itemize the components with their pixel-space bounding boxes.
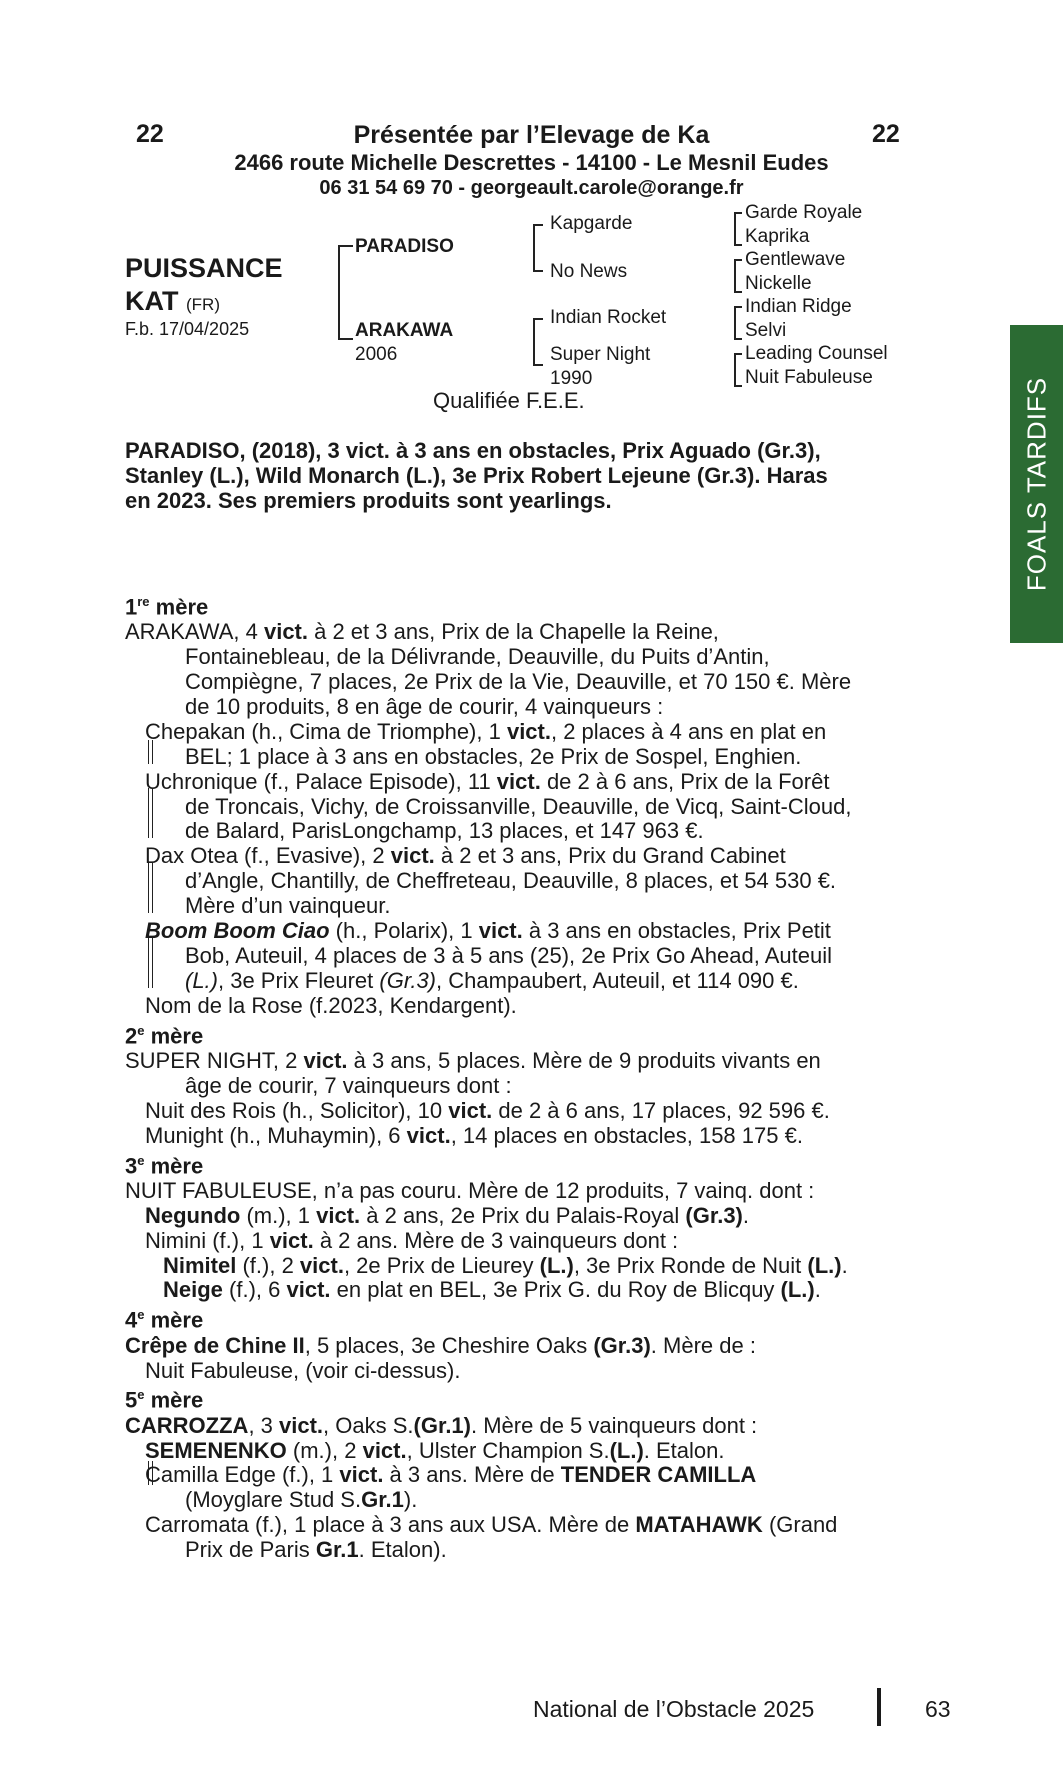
text: à 3 ans, 5 places. Mère de 9 produits vivants en [347, 1047, 821, 1073]
heading-num: 4 [125, 1307, 138, 1333]
pedigree-dam-sire: Indian Rocket [550, 307, 667, 328]
footer-publication: National de l’Obstacle 2025 [533, 1696, 815, 1722]
dam-entry-cont: de 10 produits, 8 en âge de courir, 4 vainqueurs : [185, 693, 664, 719]
text: vict. [286, 1277, 331, 1303]
pedigree-bracket-3d-top [734, 353, 742, 355]
text: Gr.1 [315, 1537, 359, 1563]
text: vict. [263, 619, 308, 645]
text: Gr.1 [361, 1487, 404, 1513]
sire-intro [125, 439, 915, 514]
text: . Etalon. [643, 1437, 725, 1463]
text: , Champaubert, Auteuil, et 114 090 €. [436, 967, 799, 993]
presenter: Présentée par l’Elevage de Ka [353, 121, 710, 149]
heading-fifth-dam [125, 1383, 915, 1413]
text: (Gr.3) [685, 1202, 743, 1228]
pedigree-bracket-2a [533, 224, 535, 270]
grand-produce-entry [125, 1254, 915, 1279]
dam-entry-cont: Fontainebleau, de la Délivrande, Deauville, du Puits d’Antin, [185, 644, 770, 670]
produce-entry-cont: de Balard, ParisLongchamp, 13 places, et 147 963 €. [185, 818, 704, 844]
text: à 3 ans en obstacles, Prix Petit [522, 918, 831, 944]
horse-name-line2: KAT [125, 286, 179, 316]
produce-entry: Nuit Fabuleuse, (voir ci-dessus). [145, 1357, 461, 1383]
heading-num: 1 [125, 594, 138, 620]
text: vict. [339, 1462, 384, 1488]
text: vict. [303, 1047, 348, 1073]
text: . Mère de 5 vainqueurs dont : [471, 1412, 758, 1438]
text: SEMENENKO [145, 1437, 287, 1463]
text: vict. [362, 1437, 407, 1463]
produce-entry [125, 844, 915, 869]
heading-first-dam [125, 590, 915, 620]
pedigree-dam-dam-year: 1990 [550, 368, 593, 389]
text: (Gr.3) [593, 1332, 651, 1358]
heading-word: mère [144, 1152, 204, 1178]
text: vict. [316, 1202, 361, 1228]
heading-word: mère [144, 1387, 204, 1413]
pedigree-bracket-3c-top [734, 306, 742, 308]
text: (f.), 6 [222, 1277, 287, 1303]
text: vict. [279, 1412, 324, 1438]
pedigree-bracket-2a-top [533, 224, 543, 226]
horse-origin: (FR) [186, 295, 220, 314]
text: Nimitel [163, 1252, 237, 1278]
dam-entry: NUIT FABULEUSE, n’a pas couru. Mère de 12 produits, 7 vainq. dont : [125, 1177, 815, 1203]
text: vict. [299, 1252, 344, 1278]
side-tab-label: FOALS TARDIFS [1021, 376, 1051, 592]
text: MATAHAWK [635, 1512, 763, 1538]
heading-sup: e [137, 1152, 145, 1168]
text: à 2 ans, 2e Prix du Palais-Royal [360, 1202, 686, 1228]
heading-num: 2 [125, 1023, 138, 1049]
text: (f.), 2 [236, 1252, 300, 1278]
text: . [742, 1202, 750, 1228]
pedigree-bracket-3b-bottom [734, 291, 742, 293]
dam-entry-cont: Compiègne, 7 places, 2e Prix de la Vie, Deauville, et 70 150 €. Mère [185, 669, 852, 695]
heading-sup: e [137, 1022, 145, 1038]
heading-word: mère [144, 1023, 204, 1049]
text: Carromata (f.), 1 place à 3 ans aux USA. Mère de [145, 1512, 636, 1538]
pedigree-bracket-3c [734, 306, 736, 338]
text: vict. [406, 1122, 451, 1148]
pedigree-g7: Leading Counsel [745, 343, 888, 364]
text: de 2 à 6 ans, 17 places, 92 596 €. [492, 1097, 830, 1123]
horse-name-line1: PUISSANCE [125, 253, 283, 283]
text: vict. [448, 1097, 493, 1123]
text: , Oaks S. [323, 1412, 414, 1438]
text: . [814, 1277, 821, 1303]
text: (L.) [807, 1252, 842, 1278]
sire-intro-line: en 2023. Ses premiers produits sont yearlings. [125, 487, 612, 513]
heading-fourth-dam [125, 1303, 915, 1333]
pedigree-bracket-1-bottom [338, 338, 353, 340]
text: à 2 ans. Mère de 3 vainqueurs dont : [313, 1227, 679, 1253]
text: à 3 ans. Mère de [383, 1462, 561, 1488]
contact: 06 31 54 69 70 - georgeault.carole@orange.fr [319, 177, 744, 199]
text: , 2e Prix de Lieurey [343, 1252, 540, 1278]
pedigree-bracket-2b-bottom [533, 364, 543, 366]
text: Dax Otea (f., Evasive), 2 [145, 843, 391, 869]
text: (L.) [539, 1252, 574, 1278]
section-side-tab [1010, 325, 1063, 643]
produce-entry-cont: Mère d’un vainqueur. [185, 893, 391, 919]
text: à 2 et 3 ans, Prix du Grand Cabinet [434, 843, 786, 869]
produce-entry-cont: d’Angle, Chantilly, de Cheffreteau, Deauville, 8 places, et 54 530 €. [185, 868, 837, 894]
text: (L.) [780, 1277, 815, 1303]
text: (Moyglare Stud S. [185, 1487, 362, 1513]
heading-sup: e [137, 1387, 145, 1403]
produce-entry-cont [125, 1488, 915, 1513]
text: Prix de Paris [185, 1537, 316, 1563]
produce-entry [125, 1204, 915, 1229]
text: , 3e Prix Ronde de Nuit [573, 1252, 808, 1278]
text: (Gr.3) [379, 967, 437, 993]
heading-third-dam [125, 1149, 915, 1179]
text: Negundo [145, 1202, 241, 1228]
produce-entry [125, 770, 915, 795]
produce-entry [125, 1513, 915, 1538]
text: Neige [163, 1277, 223, 1303]
text: en plat en BEL, 3e Prix G. du Roy de Blicquy [330, 1277, 781, 1303]
text: TENDER CAMILLA [560, 1462, 757, 1488]
text: à 2 et 3 ans, Prix de la Chapelle la Reine, [308, 619, 719, 645]
dam-entry [125, 620, 915, 645]
pedigree-bracket-3b [734, 259, 736, 291]
grand-produce-entry [125, 1278, 915, 1303]
dam-entry-cont: âge de courir, 7 vainqueurs dont : [185, 1072, 512, 1098]
text: ). [403, 1487, 418, 1513]
horse-details: F.b. 17/04/2025 [125, 319, 250, 339]
text: (Grand [762, 1512, 838, 1538]
text: , 5 places, 3e Cheshire Oaks [304, 1332, 594, 1358]
pedigree-g1: Garde Royale [745, 202, 863, 223]
text: , 3 [248, 1412, 280, 1438]
produce-entry [125, 919, 915, 944]
produce-entry-cont [125, 969, 915, 994]
address: 2466 route Michelle Descrettes - 14100 - Le Mesnil Eudes [234, 150, 829, 175]
text: vict. [496, 768, 541, 794]
pedigree-bracket-2b-top [533, 318, 543, 320]
dam-entry [125, 1414, 915, 1439]
pedigree-bracket-3d-bottom [734, 385, 742, 387]
text: vict. [269, 1227, 314, 1253]
pedigree-dam-dam: Super Night [550, 344, 651, 365]
heading-sup: re [137, 594, 150, 609]
text: Crêpe de Chine II [125, 1332, 305, 1358]
pedigree-bracket-1-top [338, 245, 353, 247]
text: vict. [506, 718, 551, 744]
pedigree-g3: Gentlewave [745, 249, 846, 270]
heading-sup: e [137, 1307, 145, 1323]
produce-entry-cont: de Troncais, Vichy, de Croissanville, Deauville, de Vicq, Saint-Cloud, [185, 793, 852, 819]
text: Boom Boom Ciao [145, 918, 330, 944]
pedigree-bracket-1 [338, 245, 340, 338]
lot-number-right: 22 [872, 120, 900, 148]
text: . [841, 1252, 848, 1278]
sire-intro-line: Stanley (L.), Wild Monarch (L.), 3e Prix Robert Lejeune (Gr.3). Haras [125, 462, 828, 488]
sire-intro-line: PARADISO, (2018), 3 vict. à 3 ans en obstacles, Prix Aguado (Gr.3), [125, 438, 821, 463]
pedigree-bracket-3d [734, 353, 736, 385]
pedigree-bracket-3a-bottom [734, 244, 742, 246]
text: . Mère de : [650, 1332, 756, 1358]
horse-name-line2-wrap [125, 286, 220, 317]
text: vict. [478, 918, 523, 944]
text: (m.), 2 [286, 1437, 363, 1463]
pedigree-bracket-3a [734, 212, 736, 244]
dam-entry [125, 1049, 915, 1074]
produce-entry-cont: BEL; 1 place à 3 ans en obstacles, 2e Prix de Sospel, Enghien. [185, 743, 802, 769]
produce-entry-cont: Bob, Auteuil, 4 places de 3 à 5 ans (25), 2e Prix Go Ahead, Auteuil [185, 943, 832, 969]
pedigree-sire-dam: No News [550, 261, 628, 282]
text: , Ulster Champion S. [406, 1437, 610, 1463]
text: (L.) [185, 967, 218, 993]
pedigree-g4: Nickelle [745, 273, 812, 294]
text: Chepakan (h., Cima de Triomphe), 1 [145, 718, 507, 744]
pedigree-dam: ARAKAWA [355, 320, 454, 341]
pedigree-dam-year: 2006 [355, 344, 398, 365]
text: SUPER NIGHT, 2 [125, 1047, 304, 1073]
produce-entry [125, 720, 915, 745]
produce-entry-cont [125, 1538, 915, 1563]
text: , 14 places en obstacles, 158 175 €. [450, 1122, 803, 1148]
pedigree-g5: Indian Ridge [745, 296, 852, 317]
pedigree-notes [125, 590, 915, 1563]
pedigree-g8: Nuit Fabuleuse [745, 367, 873, 388]
pedigree-sire-sire: Kapgarde [550, 213, 633, 234]
heading-second-dam [125, 1019, 915, 1049]
heading-num: 5 [125, 1387, 138, 1413]
pedigree-bracket-2b [533, 318, 535, 364]
text: Nuit des Rois (h., Solicitor), 10 [145, 1097, 449, 1123]
pedigree-bracket-3a-top [734, 212, 742, 214]
text: vict. [390, 843, 435, 869]
text: ARAKAWA, 4 [125, 619, 264, 645]
heading-num: 3 [125, 1152, 138, 1178]
text: (h., Polarix), 1 [329, 918, 479, 944]
qualification: Qualifiée F.E.E. [433, 388, 585, 413]
pedigree-g6: Selvi [745, 320, 787, 341]
text: . Etalon). [358, 1537, 447, 1563]
text: (L.) [609, 1437, 644, 1463]
produce-entry: Nom de la Rose (f.2023, Kendargent). [145, 992, 517, 1018]
produce-entry [125, 1463, 915, 1488]
produce-entry [125, 1099, 915, 1124]
pedigree-bracket-3c-bottom [734, 338, 742, 340]
heading-word: mère [149, 594, 209, 620]
produce-entry [125, 1439, 915, 1464]
pedigree-bracket-2a-bottom [533, 270, 543, 272]
text: Uchronique (f., Palace Episode), 11 [145, 768, 497, 794]
footer-page-number: 63 [925, 1696, 951, 1722]
text: Camilla Edge (f.), 1 [145, 1462, 340, 1488]
text: (Gr.1) [413, 1412, 471, 1438]
dam-entry [125, 1334, 915, 1359]
text: , 3e Prix Fleuret [218, 967, 380, 993]
text: Nimini (f.), 1 [145, 1227, 270, 1253]
text: de 2 à 6 ans, Prix de la Forêt [540, 768, 830, 794]
text: , 2 places à 4 ans en plat en [550, 718, 827, 744]
produce-entry [125, 1229, 915, 1254]
footer-divider [877, 1688, 881, 1726]
pedigree-bracket-3b-top [734, 259, 742, 261]
produce-entry [125, 1124, 915, 1149]
pedigree-sire: PARADISO [355, 236, 454, 257]
text: Munight (h., Muhaymin), 6 [145, 1122, 407, 1148]
text: CARROZZA [125, 1412, 249, 1438]
text: (m.), 1 [240, 1202, 317, 1228]
heading-word: mère [144, 1307, 204, 1333]
lot-number-left: 22 [136, 120, 164, 148]
pedigree-g2: Kaprika [745, 226, 810, 247]
